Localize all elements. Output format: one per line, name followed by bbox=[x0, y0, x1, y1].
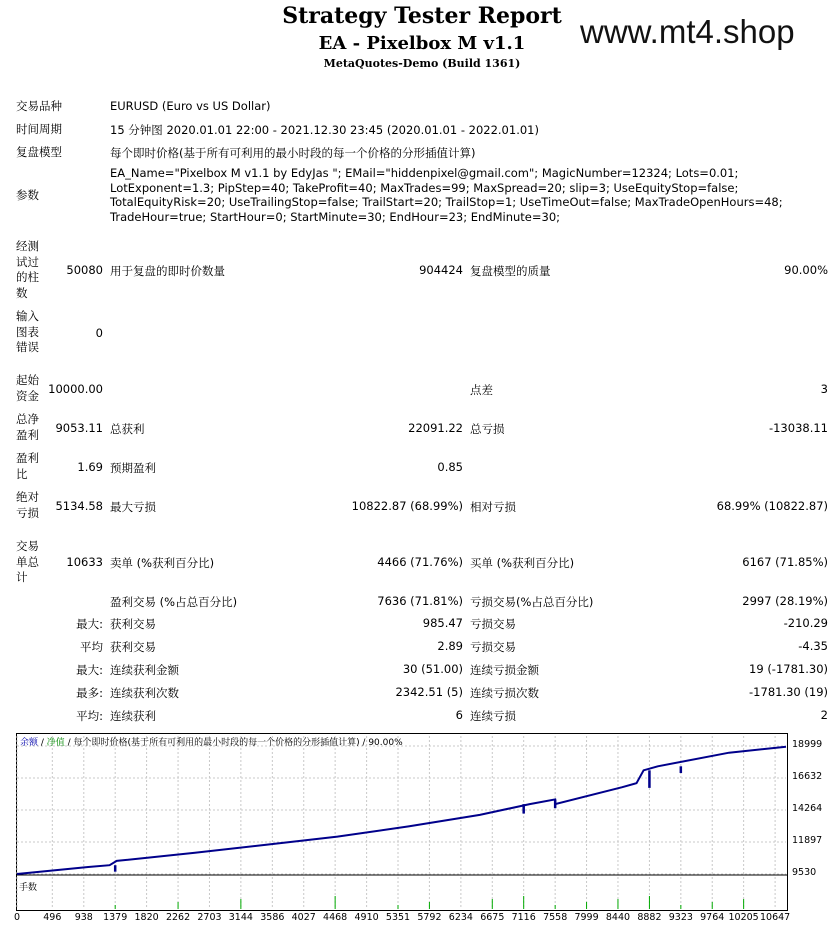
most-win-label: 连续获利次数 bbox=[110, 686, 179, 700]
y-tick-label: 16632 bbox=[792, 770, 823, 782]
loss-label: 亏损交易(%占总百分比) bbox=[470, 595, 594, 609]
y-tick-label: 9530 bbox=[792, 867, 817, 878]
spread-value: 3 bbox=[820, 382, 828, 396]
x-tick-label: 0 bbox=[13, 912, 21, 923]
params-value: EA_Name="Pixelbox M v1.1 by EdyJas "; EMail="hiddenpixel@gmail.com"; MagicNumber=12324; Lots=0.01; LotExponent=1.3; PipStep=40; TakeProfit=40; MaxTrades=99; MaxSpread=20; slip=3; UseEquityStop=false; TotalEquityRisk=20; UseTrailingStop=false; TrailStart=20; TrailStop=1; UseTimeOut=false; MaxTradeOpenHours=48; TradeHour=true; StartHour=0; StartMinute=30; EndHour=23; EndMinute=30; bbox=[110, 166, 783, 224]
x-tick-label: 2703 bbox=[197, 912, 222, 923]
x-tick-label: 7999 bbox=[574, 912, 599, 923]
x-tick-label: 6675 bbox=[480, 912, 505, 923]
legend-rest: / 每个即时价格(基于所有可利用的最小时段的每一个价格的分形插值计算) / 90.00% bbox=[64, 738, 403, 748]
x-tick-label: 7558 bbox=[543, 912, 568, 923]
avgcons-loss-label: 连续亏损 bbox=[470, 709, 516, 723]
quality-label: 复盘模型的质量 bbox=[470, 264, 551, 278]
avg-win-value: 2.89 bbox=[437, 639, 463, 653]
net-label: 总净盈利 bbox=[16, 412, 39, 442]
most-loss-label: 连续亏损次数 bbox=[470, 686, 539, 700]
x-tick-label: 938 bbox=[74, 912, 93, 923]
deposit-value: 10000.00 bbox=[48, 382, 103, 396]
model-value: 每个即时价格(基于所有可利用的最小时段的每一个价格的分形插值计算) bbox=[110, 146, 476, 160]
errors-label: 输入图表错误 bbox=[16, 309, 39, 354]
ticks-label: 用于复盘的即时价数量 bbox=[110, 264, 225, 278]
largest-win-value: 985.47 bbox=[422, 616, 463, 630]
x-tick-label: 5351 bbox=[385, 912, 411, 923]
errors-value: 0 bbox=[95, 326, 103, 340]
avg-win-label: 获利交易 bbox=[110, 640, 156, 654]
x-tick-label: 9764 bbox=[700, 912, 725, 923]
x-tick-label: 9323 bbox=[668, 912, 693, 923]
largest-loss-value: -210.29 bbox=[783, 616, 828, 630]
rel-dd-label: 相对亏损 bbox=[470, 500, 516, 514]
avgcons-prefix: 平均: bbox=[76, 709, 103, 723]
maxcons-loss-label: 连续亏损金额 bbox=[470, 663, 539, 677]
abs-dd-label: 绝对亏损 bbox=[16, 490, 39, 520]
expected-value: 0.85 bbox=[437, 460, 463, 474]
volume-label: 手数 bbox=[19, 883, 38, 893]
maxcons-prefix: 最大: bbox=[76, 663, 103, 677]
legend-equity: 净值 bbox=[46, 738, 65, 748]
x-tick-label: 8882 bbox=[637, 912, 662, 923]
gross-loss-value: -13038.11 bbox=[768, 421, 828, 435]
maxcons-win-value: 30 (51.00) bbox=[402, 662, 463, 676]
win-label: 盈利交易 (%占总百分比) bbox=[110, 595, 238, 609]
model-label: 复盘模型 bbox=[16, 145, 62, 159]
symbol-label: 交易品种 bbox=[16, 99, 62, 113]
maxcons-loss-value: 19 (-1781.30) bbox=[749, 662, 828, 676]
gross-loss-label: 总亏损 bbox=[470, 422, 505, 436]
abs-dd-value: 5134.58 bbox=[55, 499, 103, 513]
deposit-label: 起始资金 bbox=[16, 373, 39, 403]
chart-legend bbox=[20, 735, 403, 748]
avgcons-loss-value: 2 bbox=[820, 708, 828, 722]
quality-value: 90.00% bbox=[784, 263, 828, 277]
largest-prefix: 最大: bbox=[76, 617, 103, 631]
x-tick-label: 10205 bbox=[728, 912, 759, 923]
spread-label: 点差 bbox=[470, 383, 493, 397]
most-loss-value: -1781.30 (19) bbox=[749, 685, 828, 699]
pf-label: 盈利比 bbox=[16, 451, 39, 481]
x-tick-label: 6234 bbox=[448, 912, 473, 923]
watermark: www.mt4.shop bbox=[580, 13, 795, 50]
short-label: 卖单 (%获利百分比) bbox=[110, 556, 215, 570]
x-tick-label: 7116 bbox=[511, 912, 536, 923]
x-tick-label: 4910 bbox=[354, 912, 379, 923]
avg-prefix: 平均 bbox=[80, 640, 103, 654]
y-tick-label: 11897 bbox=[792, 835, 823, 846]
symbol-value: EURUSD (Euro vs US Dollar) bbox=[110, 99, 271, 113]
x-tick-label: 1820 bbox=[134, 912, 159, 923]
maxcons-win-label: 连续获利金额 bbox=[110, 663, 179, 677]
legend-sep: / bbox=[38, 738, 47, 748]
loss-value: 2997 (28.19%) bbox=[742, 594, 828, 608]
ticks-value: 904424 bbox=[419, 263, 463, 277]
rel-dd-value: 68.99% (10822.87) bbox=[716, 499, 828, 513]
avg-loss-label: 亏损交易 bbox=[470, 640, 516, 654]
x-tick-label: 3586 bbox=[260, 912, 285, 923]
long-value: 6167 (71.85%) bbox=[742, 555, 828, 569]
period-label: 时间周期 bbox=[16, 122, 62, 136]
pf-value: 1.69 bbox=[77, 460, 103, 474]
bars-value: 50080 bbox=[66, 263, 103, 277]
params-label: 参数 bbox=[16, 188, 39, 202]
avg-loss-value: -4.35 bbox=[798, 639, 828, 653]
x-tick-label: 3144 bbox=[228, 912, 253, 923]
short-value: 4466 (71.76%) bbox=[377, 555, 463, 569]
period-value: 15 分钟图 2020.01.01 22:00 - 2021.12.30 23:45 (2020.01.01 - 2022.01.01) bbox=[110, 123, 539, 137]
x-tick-label: 496 bbox=[43, 912, 62, 923]
trades-label: 交易单总计 bbox=[16, 539, 39, 584]
largest-loss-label: 亏损交易 bbox=[470, 617, 516, 631]
y-tick-label: 14264 bbox=[792, 803, 823, 814]
ea-name: EA - Pixelbox M v1.1 bbox=[318, 33, 526, 54]
avgcons-win-label: 连续获利 bbox=[110, 709, 156, 723]
x-tick-label: 2262 bbox=[165, 912, 191, 923]
net-value: 9053.11 bbox=[55, 421, 103, 435]
long-label: 买单 (%获利百分比) bbox=[470, 556, 575, 570]
x-tick-label: 8440 bbox=[605, 912, 631, 923]
gross-profit-label: 总获利 bbox=[110, 422, 145, 436]
x-tick-label: 1379 bbox=[103, 912, 128, 923]
server-build: MetaQuotes-Demo (Build 1361) bbox=[323, 57, 521, 70]
x-tick-label: 10647 bbox=[759, 912, 791, 923]
most-prefix: 最多: bbox=[76, 686, 103, 700]
largest-win-label: 获利交易 bbox=[110, 617, 156, 631]
x-tick-label: 5792 bbox=[417, 912, 442, 923]
avgcons-win-value: 6 bbox=[455, 708, 463, 722]
win-value: 7636 (71.81%) bbox=[377, 594, 463, 608]
x-tick-label: 4027 bbox=[291, 912, 316, 923]
max-dd-label: 最大亏损 bbox=[110, 500, 156, 514]
expected-label: 预期盈利 bbox=[110, 461, 156, 475]
y-tick-label: 18999 bbox=[792, 739, 823, 750]
max-dd-value: 10822.87 (68.99%) bbox=[351, 499, 463, 513]
legend-balance: 余额 bbox=[20, 738, 39, 748]
bars-label: 经测试过的柱数 bbox=[16, 239, 39, 300]
x-tick-label: 4468 bbox=[323, 912, 348, 923]
trades-value: 10633 bbox=[66, 555, 103, 569]
report-title: Strategy Tester Report bbox=[282, 3, 562, 29]
gross-profit-value: 22091.22 bbox=[408, 421, 463, 435]
most-win-value: 2342.51 (5) bbox=[395, 685, 463, 699]
